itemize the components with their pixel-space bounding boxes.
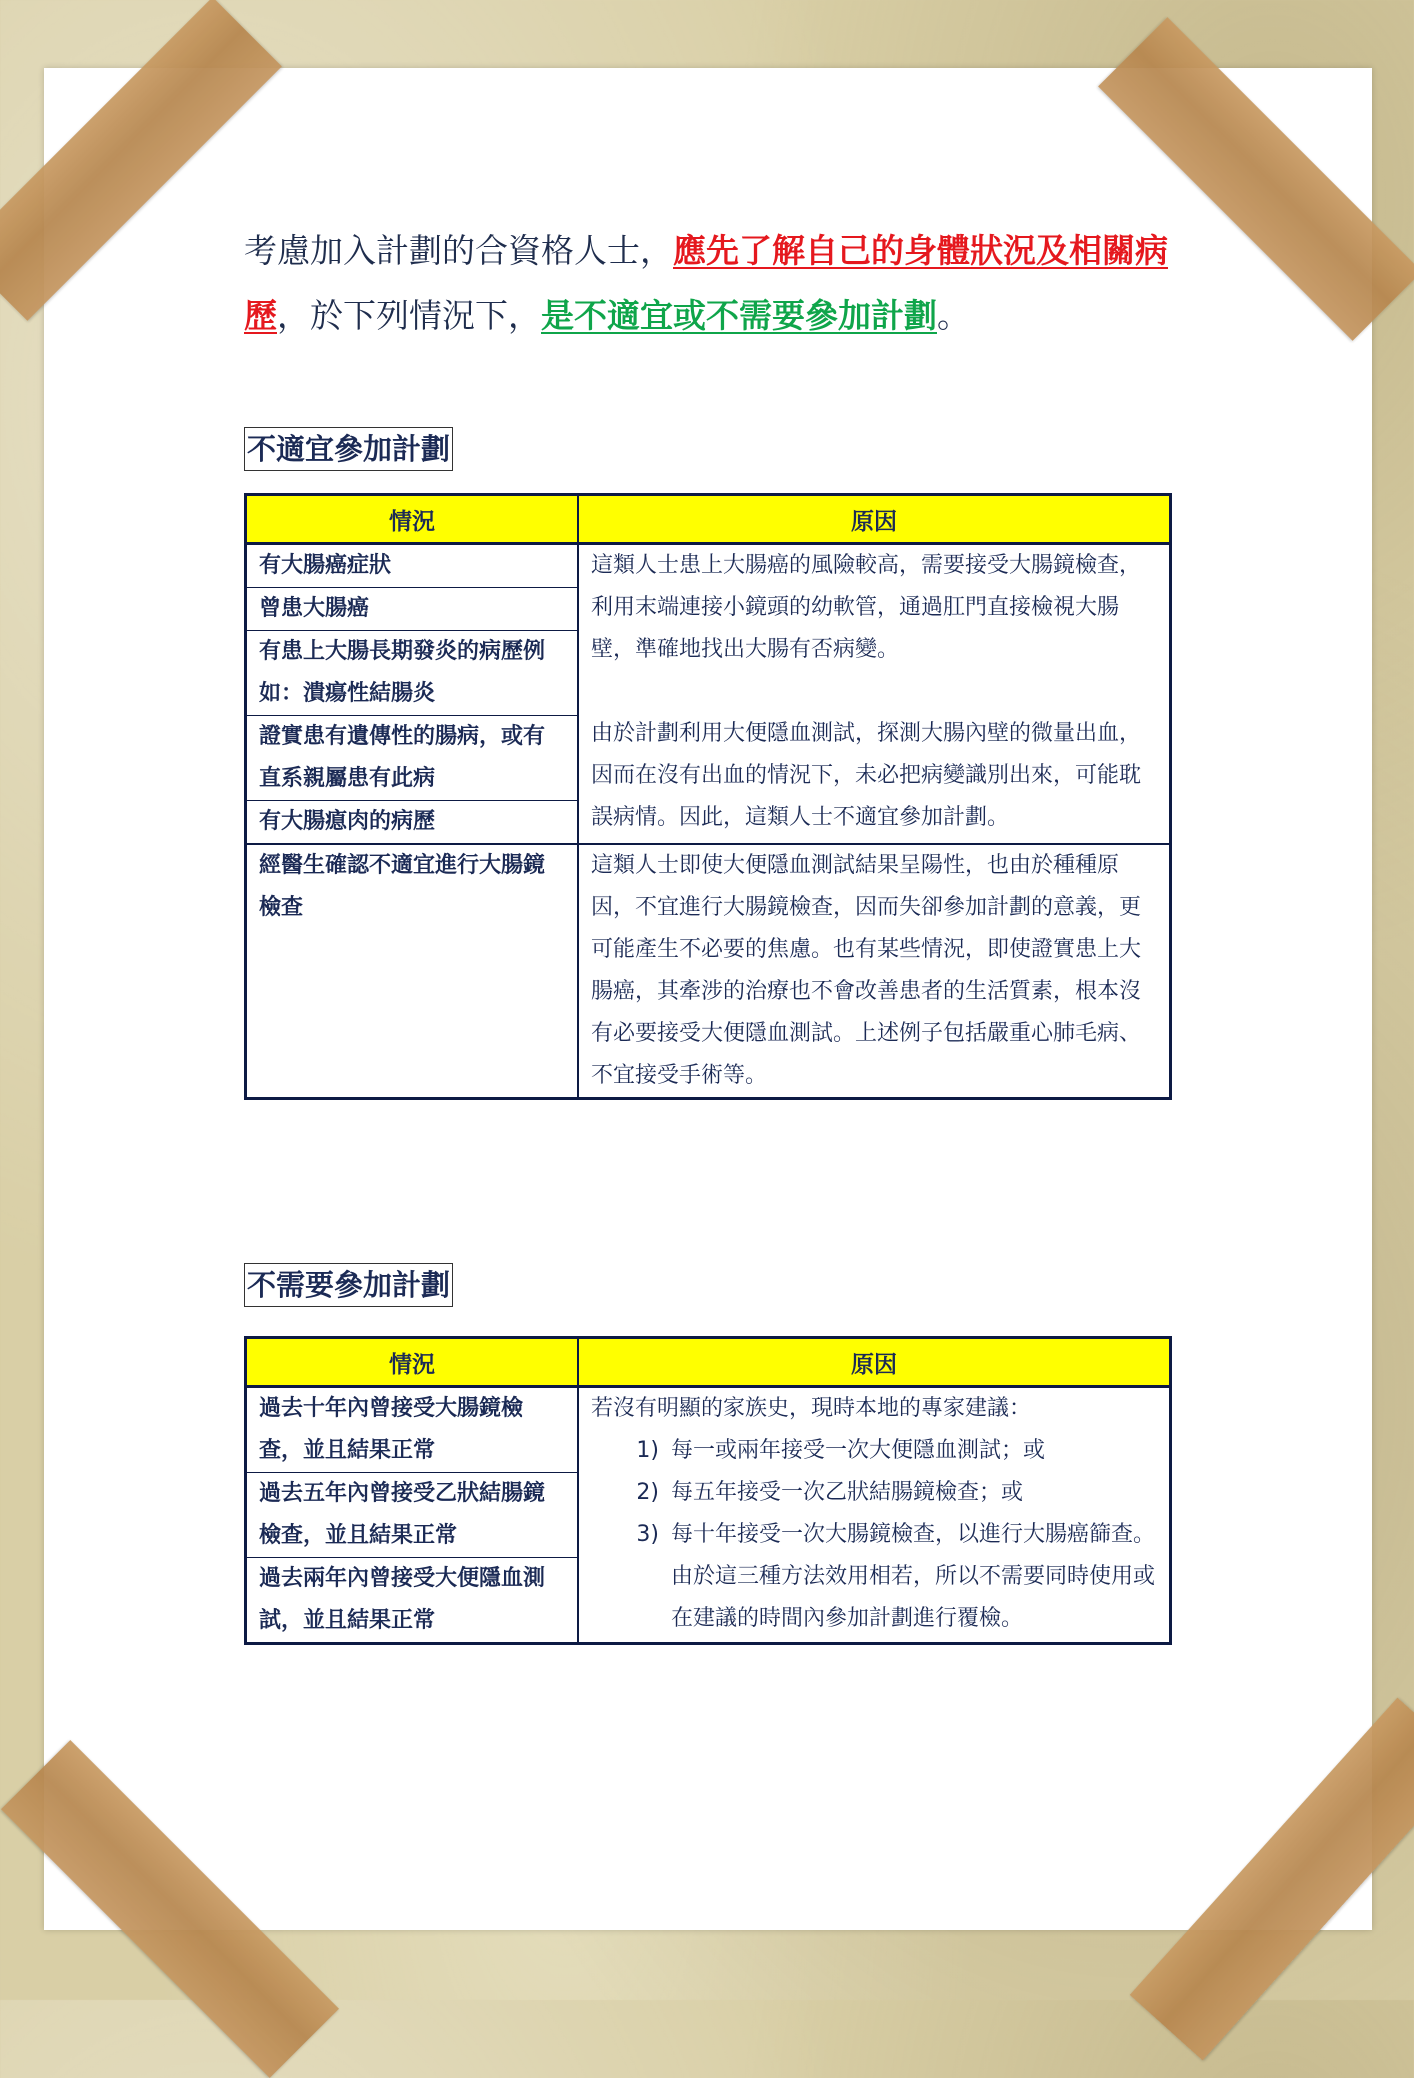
reason-paragraph: 由於計劃利用大便隱血測試，探測大腸內壁的微量出血，因而在沒有出血的情況下，未必把病變識別出來，可能耽誤病情。因此，這類人士不適宜參加計劃。: [591, 721, 1142, 830]
list-item: 2) 每五年接受一次乙狀結腸鏡檢查；或: [636, 1480, 1024, 1505]
intro-highlight-green: 是不適宜或不需要參加計劃: [541, 296, 937, 335]
section-title-unsuitable: 不適宜參加計劃: [244, 427, 453, 471]
situation-item: 過去十年內曾接受大腸鏡檢查，並且結果正常: [247, 1388, 577, 1473]
situation-cell: [246, 544, 579, 845]
situation-item: 證實患有遺傳性的腸病，或有直系親屬患有此病: [247, 716, 577, 801]
header-reason: 原因: [578, 1338, 1171, 1387]
table-row: [246, 1387, 1171, 1644]
intro-text-1: 考慮加入計劃的合資格人士，: [244, 231, 673, 270]
situation-cell: [246, 844, 579, 1099]
reason-cell: [578, 844, 1171, 1099]
situation-cell: [246, 1387, 579, 1644]
situation-item: 曾患大腸癌: [247, 588, 577, 631]
table-row: [246, 844, 1171, 1099]
situation-item: 有大腸瘜肉的病歷: [259, 809, 436, 834]
header-situation: 情況: [246, 495, 579, 544]
situation-item: 過去兩年內曾接受大便隱血測試，並且結果正常: [259, 1566, 546, 1633]
unnecessary-table: [244, 1336, 1172, 1645]
list-item: 3) 每十年接受一次大腸鏡檢查，以進行大腸癌篩查。由於這三種方法效用相若，所以不需要同時使用或在建議的時間內參加計劃進行覆檢。: [636, 1522, 1156, 1631]
situation-item: 過去五年內曾接受乙狀結腸鏡檢查，並且結果正常: [247, 1473, 577, 1558]
header-situation: 情況: [246, 1338, 579, 1387]
situation-item: 有患上大腸長期發炎的病歷例如：潰瘍性結腸炎: [247, 631, 577, 716]
situation-item: 經醫生確認不適宜進行大腸鏡檢查: [259, 853, 546, 920]
section-title-unnecessary: 不需要參加計劃: [244, 1263, 453, 1307]
intro-paragraph: [244, 218, 1174, 348]
header-reason: 原因: [578, 495, 1171, 544]
reason-cell: [578, 544, 1171, 845]
reason-cell: [578, 1387, 1171, 1644]
table-header-row: [246, 1338, 1171, 1387]
unsuitable-table: [244, 493, 1172, 1100]
table-header-row: [246, 495, 1171, 544]
reason-intro: 若沒有明顯的家族史，現時本地的專家建議：: [591, 1396, 1032, 1421]
list-item: 1) 每一或兩年接受一次大便隱血測試；或: [636, 1438, 1046, 1463]
situation-item: 有大腸癌症狀: [247, 545, 577, 588]
intro-text-2: ，於下列情況下，: [277, 296, 541, 335]
table-row: [246, 544, 1171, 845]
intro-text-3: 。: [937, 296, 970, 335]
reason-paragraph: 這類人士即使大便隱血測試結果呈陽性，也由於種種原因，不宜進行大腸鏡檢查，因而失卻參加計劃的意義，更可能產生不必要的焦慮。也有某些情況，即使證實患上大腸癌，其牽涉的治療也不會改善患者的生活質素，根本沒有必要接受大便隱血測試。上述例子包括嚴重心肺毛病、不宜接受手術等。: [591, 853, 1142, 1088]
intro-highlight-red: 應先了解自己的身體狀況及相關病歷: [244, 231, 1168, 335]
recommendation-list: [591, 1430, 1157, 1640]
reason-paragraph: 這類人士患上大腸癌的風險較高，需要接受大腸鏡檢查，利用末端連接小鏡頭的幼軟管，通過肛門直接檢視大腸壁，準確地找出大腸有否病變。: [591, 553, 1142, 662]
